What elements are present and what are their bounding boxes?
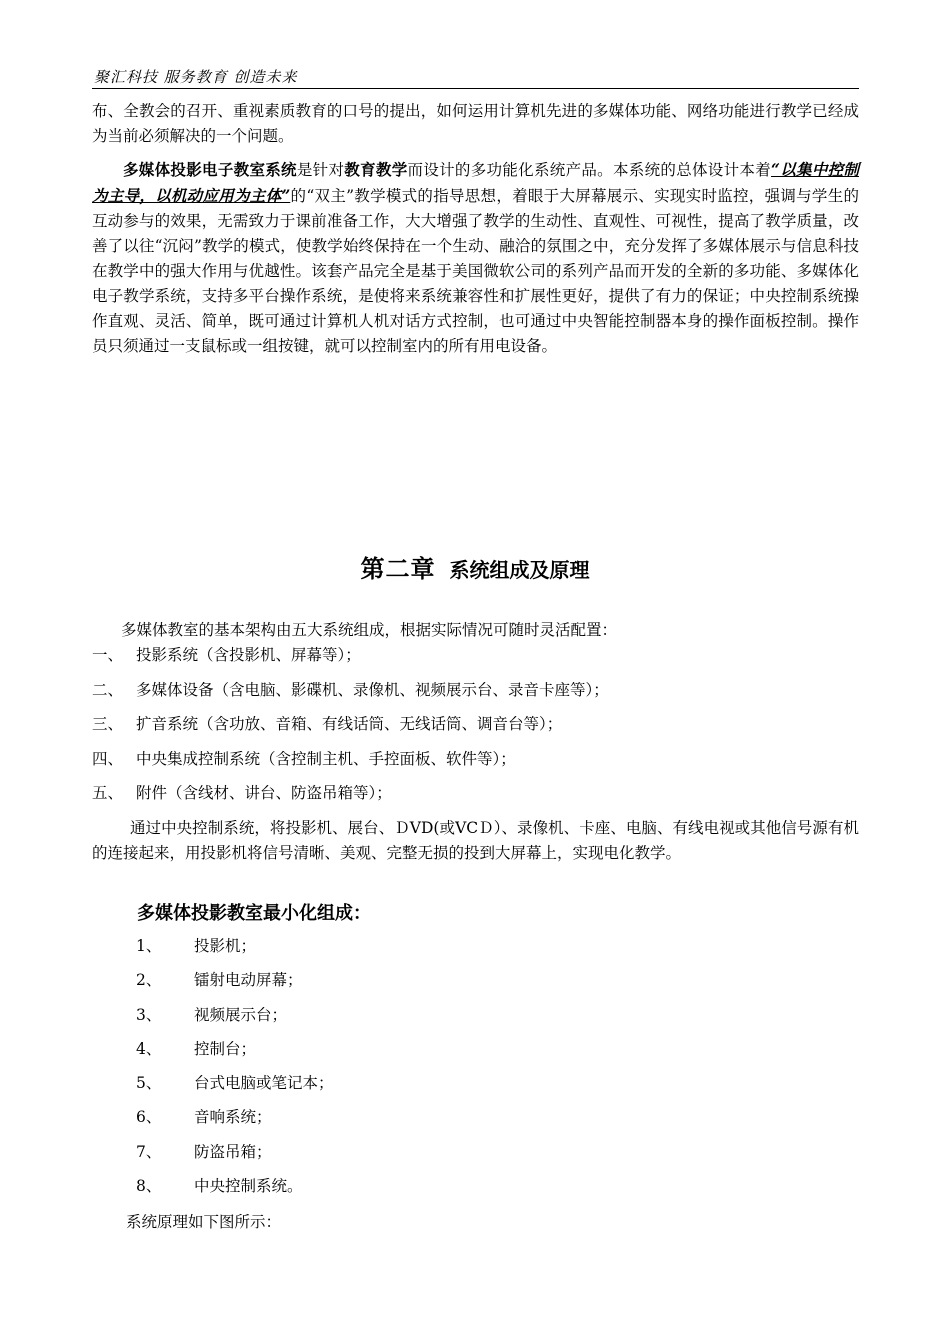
list-mark: 三、 <box>92 715 124 733</box>
list-item <box>92 643 859 678</box>
list-item <box>136 1037 334 1071</box>
list-item <box>92 747 859 782</box>
list-item <box>136 1140 334 1174</box>
list-text: 附件（含线材、讲台、防盗吊箱等）； <box>136 784 392 802</box>
list-text: 音响系统； <box>194 1108 272 1127</box>
page-header <box>92 64 859 89</box>
list-number: 3、 <box>136 1005 162 1024</box>
product-focus: 教育教学 <box>344 160 408 179</box>
product-paragraph <box>92 157 859 359</box>
list-number: 5、 <box>136 1074 162 1093</box>
chapter-number: 第二章 <box>360 554 436 583</box>
connection-paragraph: 通过中央控制系统，将投影机、展台、ＤVD(或VCＤ）、录像机、卡座、电脑、有线电视或其他信号源有机的连接起来，用投影机将信号清晰、美观、完整无损的投到大屏幕上，实现电化教学。 <box>92 819 859 862</box>
list-text: 投影系统（含投影机、屏幕等）； <box>136 646 361 664</box>
product-text-c: 的“双主”教学模式的指导思想，着眼于大屏幕展示、实现实时监控，强调与学生的互动参与的效果，无需致力于课前准备工作，大大增强了教学的生动性、直观性、可视性，提高了教学质量，改善了以往“沉闷”教学的模式，使教学始终保持在一个生动、融洽的氛围之中，充分发挥了多媒体展示与信息科技在教学中的强大作用与优越性。该套产品完全是基于美国微软公司的系列产品而开发的全新的多功能、多媒体化电子教学系统，支持多平台操作系统，是使将来系统兼容性和扩展性更好，提供了有力的保证；中央控制系统操作直观、灵活、简单，既可通过计算机人机对话方式控制，也可通过中央智能控制器本身的操作面板控制。操作员只须通过一支鼠标或一组按键，就可以控制室内的所有用电设备。 <box>92 187 859 355</box>
list-text: 镭射电动屏幕； <box>194 971 303 990</box>
list-text: 中央控制系统。 <box>194 1177 303 1196</box>
list-text: 投影机； <box>194 937 257 955</box>
list-mark: 五、 <box>92 784 124 802</box>
architecture-intro: 多媒体教室的基本架构由五大系统组成，根据实际情况可随时灵活配置： <box>121 621 618 639</box>
list-item <box>136 1003 334 1037</box>
list-item <box>92 781 859 816</box>
product-name: 多媒体投影电子教室系统 <box>123 160 297 179</box>
list-mark: 一、 <box>92 646 124 664</box>
list-mark: 四、 <box>92 749 124 768</box>
list-item <box>92 678 859 713</box>
list-text: 中央集成控制系统（含控制主机、手控面板、软件等）； <box>136 749 516 768</box>
list-number: 1、 <box>136 937 162 955</box>
header-slogan: 聚汇科技 服务教育 创造未来 <box>94 68 298 86</box>
chapter-title: 系统组成及原理 <box>449 558 590 582</box>
product-text-b: 而设计的多功能化系统产品。本系统的总体设计本着 <box>407 161 772 179</box>
list-mark: 二、 <box>92 680 124 699</box>
intro-paragraph: 布、全教会的召开、重视素质教育的口号的提出，如何运用计算机先进的多媒体功能、网络功能进行教学已经成为当前必须解决的一个问题。 <box>92 102 859 145</box>
list-number: 6、 <box>136 1108 162 1127</box>
minimal-config-list <box>136 934 334 1208</box>
list-text: 扩音系统（含功放、音箱、有线话筒、无线话筒、调音台等）； <box>136 715 563 733</box>
list-number: 8、 <box>136 1177 162 1196</box>
list-text: 多媒体设备（含电脑、影碟机、录像机、视频展示台、录音卡座等）； <box>136 680 609 699</box>
list-item <box>92 712 859 747</box>
list-item <box>136 934 334 968</box>
subsystem-list <box>92 643 859 816</box>
list-item <box>136 968 334 1002</box>
list-text: 防盗吊箱； <box>194 1142 272 1161</box>
list-item <box>136 1071 334 1105</box>
minimal-config-heading: 多媒体投影教室最小化组成： <box>137 903 371 924</box>
list-item <box>136 1105 334 1139</box>
product-principle: “以集中控制为主导，以机动应用为主体” <box>92 160 859 205</box>
list-text: 台式电脑或笔记本； <box>194 1074 334 1093</box>
list-number: 7、 <box>136 1142 162 1161</box>
chapter-heading <box>0 549 950 584</box>
diagram-caption: 系统原理如下图所示： <box>126 1213 282 1231</box>
product-text-a: 是针对 <box>296 161 345 179</box>
list-number: 4、 <box>136 1039 162 1058</box>
list-item <box>136 1174 334 1208</box>
list-number: 2、 <box>136 971 162 990</box>
list-text: 视频展示台； <box>194 1005 288 1024</box>
list-text: 控制台； <box>194 1039 257 1058</box>
